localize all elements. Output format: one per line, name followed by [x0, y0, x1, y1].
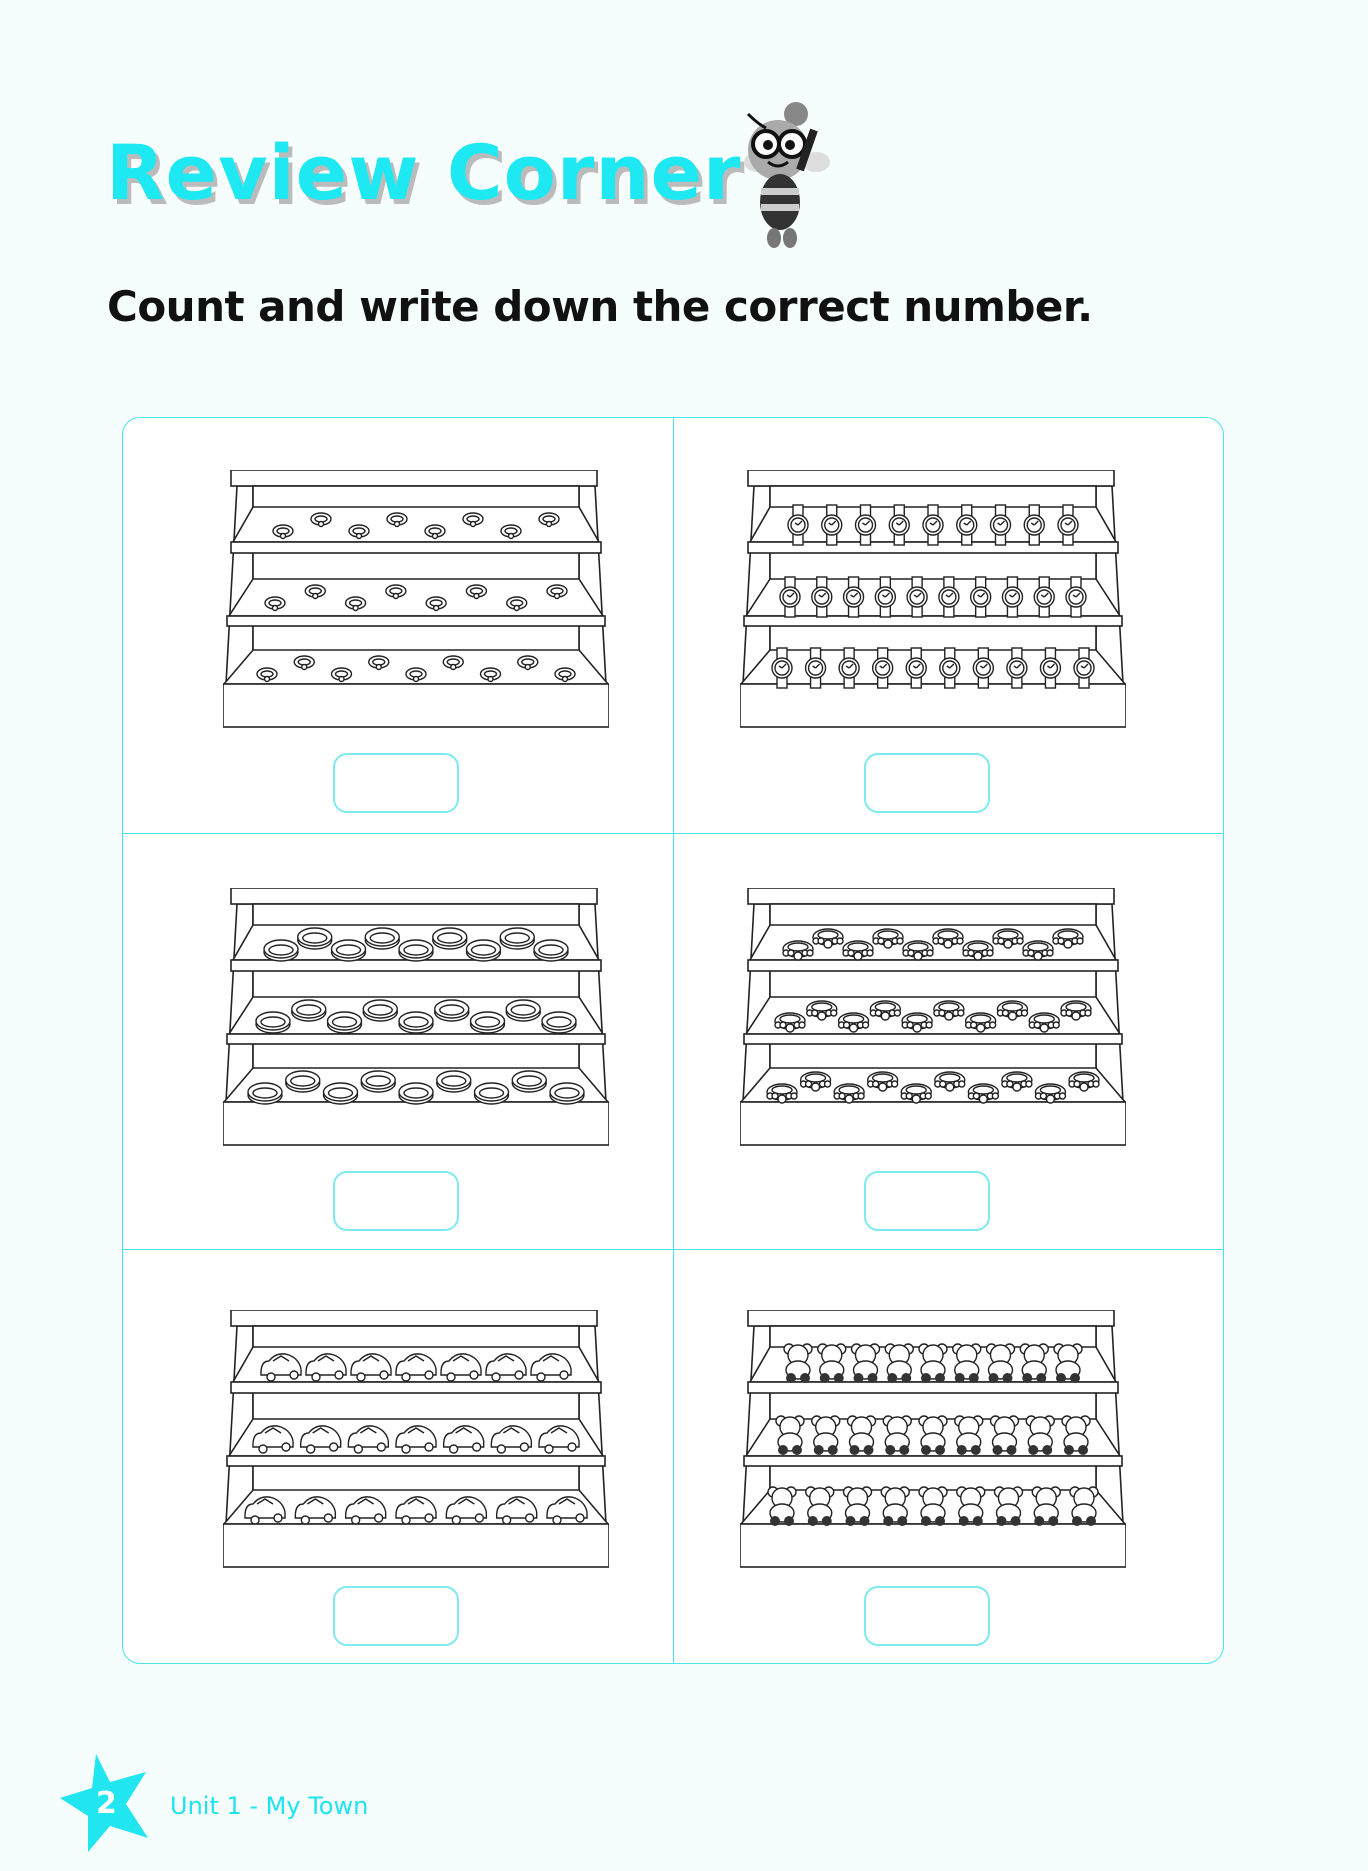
bangle-item	[286, 1071, 320, 1092]
bangle-item	[399, 1083, 433, 1104]
bangle-item	[500, 928, 534, 949]
bangle-item	[512, 1071, 546, 1092]
bangle-item	[399, 1012, 433, 1033]
bangle-item	[324, 1083, 358, 1104]
exercise-rings	[123, 418, 673, 833]
page-number: 2	[96, 1786, 117, 1821]
bangle-item	[471, 1012, 505, 1033]
shelf-display	[223, 470, 609, 728]
bangle-item	[361, 1071, 395, 1092]
exercise-cars	[123, 1250, 673, 1665]
exercise-bears	[674, 1250, 1224, 1665]
answer-box[interactable]	[333, 753, 459, 813]
page-title: Review Corner	[106, 128, 742, 217]
shelf-display	[740, 888, 1126, 1146]
bangle-item	[363, 1000, 397, 1021]
bangle-item	[292, 1000, 326, 1021]
bee-mascot-icon	[728, 100, 838, 250]
bangle-item	[332, 940, 366, 961]
exercise-bracelets	[674, 834, 1224, 1249]
bangle-item	[365, 928, 399, 949]
bangle-item	[248, 1083, 282, 1104]
answer-box[interactable]	[864, 1586, 990, 1646]
bangle-item	[550, 1083, 584, 1104]
bangle-item	[534, 940, 568, 961]
bangle-item	[298, 928, 332, 949]
exercise-bangles	[123, 834, 673, 1249]
answer-box[interactable]	[333, 1586, 459, 1646]
bangle-item	[506, 1000, 540, 1021]
bangle-item	[433, 928, 467, 949]
exercise-watches	[674, 418, 1224, 833]
bangle-item	[542, 1012, 576, 1033]
exercise-grid	[122, 417, 1224, 1664]
bangle-item	[475, 1083, 509, 1104]
shelf-display	[740, 470, 1126, 728]
bangle-item	[437, 1071, 471, 1092]
answer-box[interactable]	[864, 753, 990, 813]
bangle-item	[435, 1000, 469, 1021]
bangle-item	[399, 940, 433, 961]
answer-box[interactable]	[864, 1171, 990, 1231]
shelf-display	[223, 1310, 609, 1568]
bangle-item	[256, 1012, 290, 1033]
bangle-item	[328, 1012, 362, 1033]
unit-label: Unit 1 - My Town	[170, 1792, 369, 1820]
answer-box[interactable]	[333, 1171, 459, 1231]
bangle-item	[467, 940, 501, 961]
shelf-display	[740, 1310, 1126, 1568]
shelf-display	[223, 888, 609, 1146]
bangle-item	[264, 940, 298, 961]
instruction-text: Count and write down the correct number.	[107, 282, 1093, 331]
